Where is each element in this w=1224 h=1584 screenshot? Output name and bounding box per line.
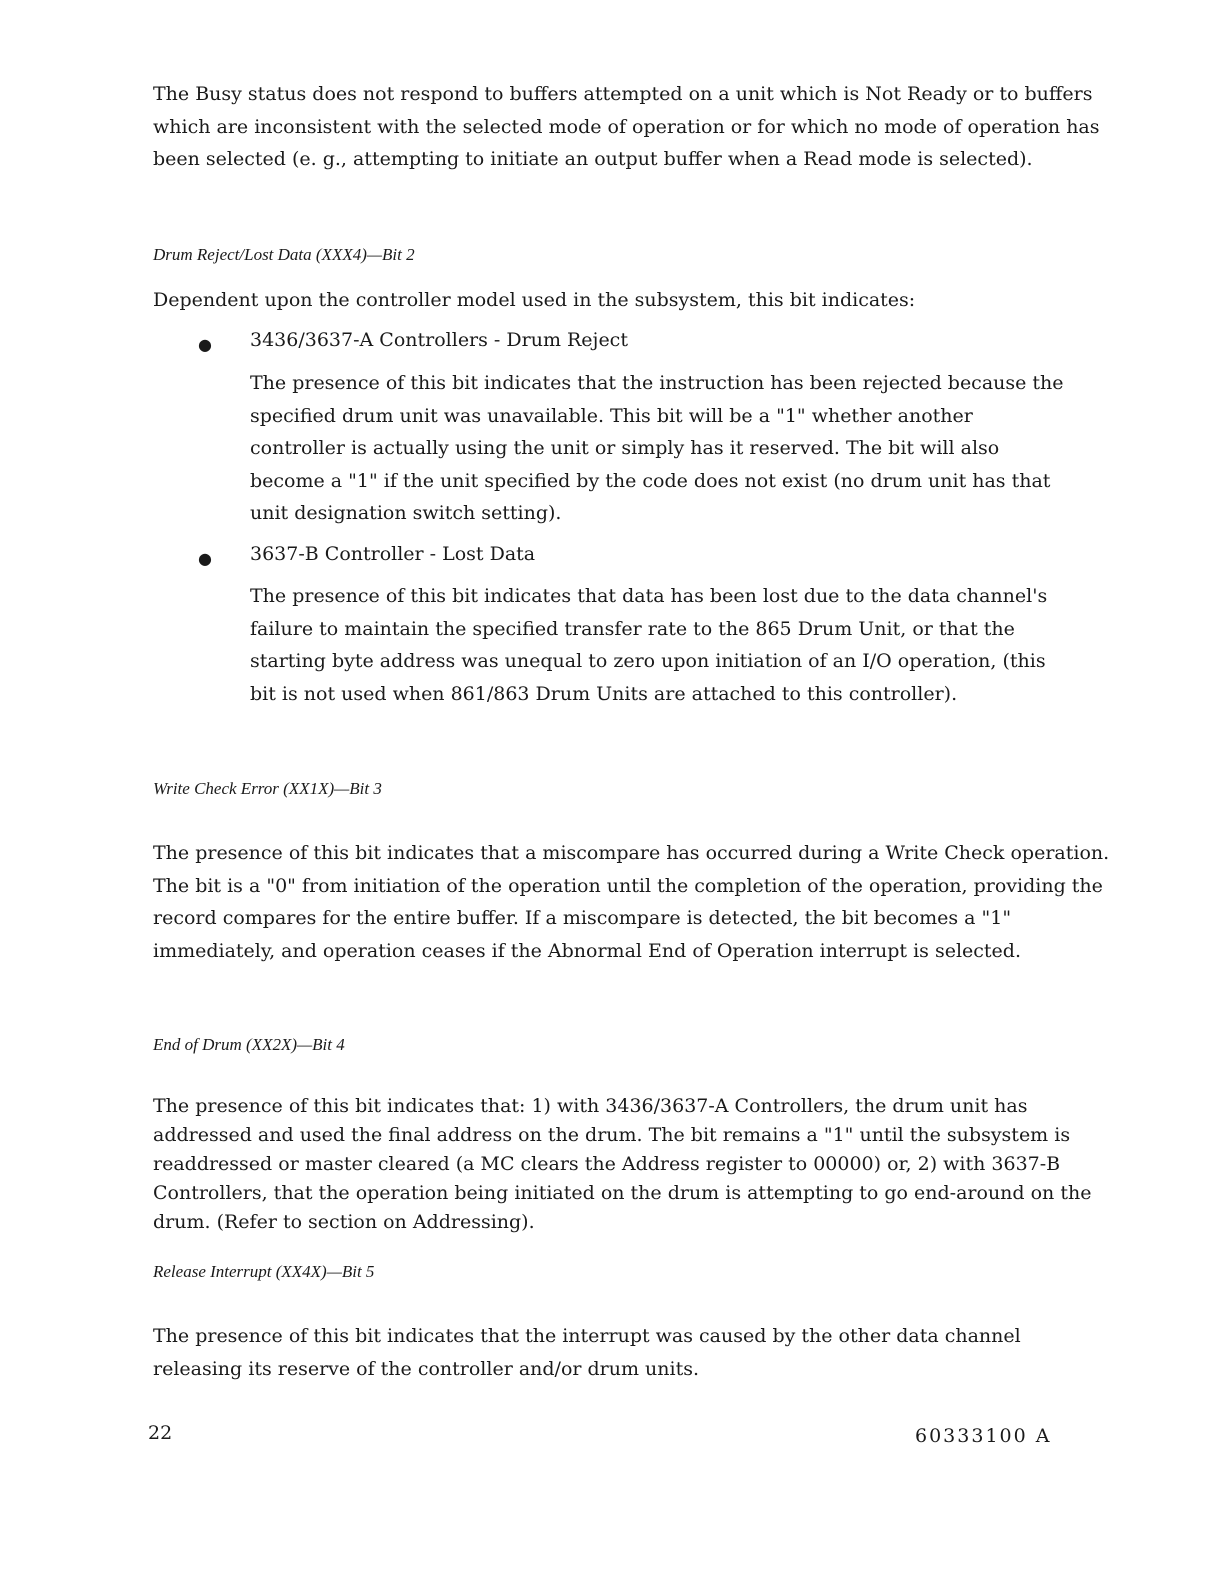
bullet-icon: ● bbox=[198, 549, 212, 568]
bullet-icon: ● bbox=[198, 335, 212, 354]
section-heading-drum-reject: Drum Reject/Lost Data (XXX4)—Bit 2 bbox=[153, 245, 415, 264]
page-number: 22 bbox=[148, 1422, 173, 1444]
item-text-drum-reject: The presence of this bit indicates that the instruction has been rejected because the specified drum unit was unavailable. This bit will be a "1" whether another controller is actually using the unit or simply has it reserved. The bit will also become a "1" if the unit specified by the code does not exist (no drum unit has that unit designation switch setting). bbox=[250, 372, 1064, 524]
item-text-lost-data: The presence of this bit indicates that data has been lost due to the data channel's failure to maintain the specified transfer rate to the 865 Drum Unit, or that the starting byte address was unequal to zero upon initiation of an I/O operation, (this bit is not used when 861/863 Drum Units are attached to this controller). bbox=[250, 585, 1048, 705]
intro-paragraph: The Busy status does not respond to buffers attempted on a unit which is Not Ready or to buffers which are inconsistent with the selected mode of operation or for which no mode of operation has been selected (e. g., attempting to initiate an output buffer when a Read mode is selected). bbox=[153, 83, 1100, 170]
item-title-drum-reject: 3436/3637-A Controllers - Drum Reject bbox=[250, 329, 628, 351]
item-title-lost-data: 3637-B Controller - Lost Data bbox=[250, 543, 536, 565]
document-number: 60333100 A bbox=[915, 1425, 1052, 1447]
section-heading-write-check: Write Check Error (XX1X)—Bit 3 bbox=[153, 779, 382, 798]
drum-reject-lead: Dependent upon the controller model used in the subsystem, this bit indicates: bbox=[153, 289, 916, 311]
section-heading-end-of-drum: End of Drum (XX2X)—Bit 4 bbox=[153, 1035, 345, 1054]
release-interrupt-paragraph: The presence of this bit indicates that the interrupt was caused by the other data channel releasing its reserve of the controller and/or drum units. bbox=[153, 1325, 1021, 1380]
write-check-paragraph: The presence of this bit indicates that a miscompare has occurred during a Write Check operation. The bit is a "0" from initiation of the operation until the completion of the operation, providing the record compares for the entire buffer. If a miscompare is detected, the bit becomes a "1" immediately, and operation ceases if the Abnormal End of Operation interrupt is selected. bbox=[153, 842, 1110, 962]
section-heading-release-interrupt: Release Interrupt (XX4X)—Bit 5 bbox=[153, 1262, 375, 1281]
end-of-drum-paragraph: The presence of this bit indicates that: 1) with 3436/3637-A Controllers, the drum unit has addressed and used the final address on the drum. The bit remains a "1" until the subsystem is readdressed or master cleared (a MC clears the Address register to 00000) or, 2) with 3637-B Controllers, that the operation being initiated on the drum is attempting to go end-around on the drum. (Refer to section on Addressing). bbox=[153, 1095, 1092, 1233]
